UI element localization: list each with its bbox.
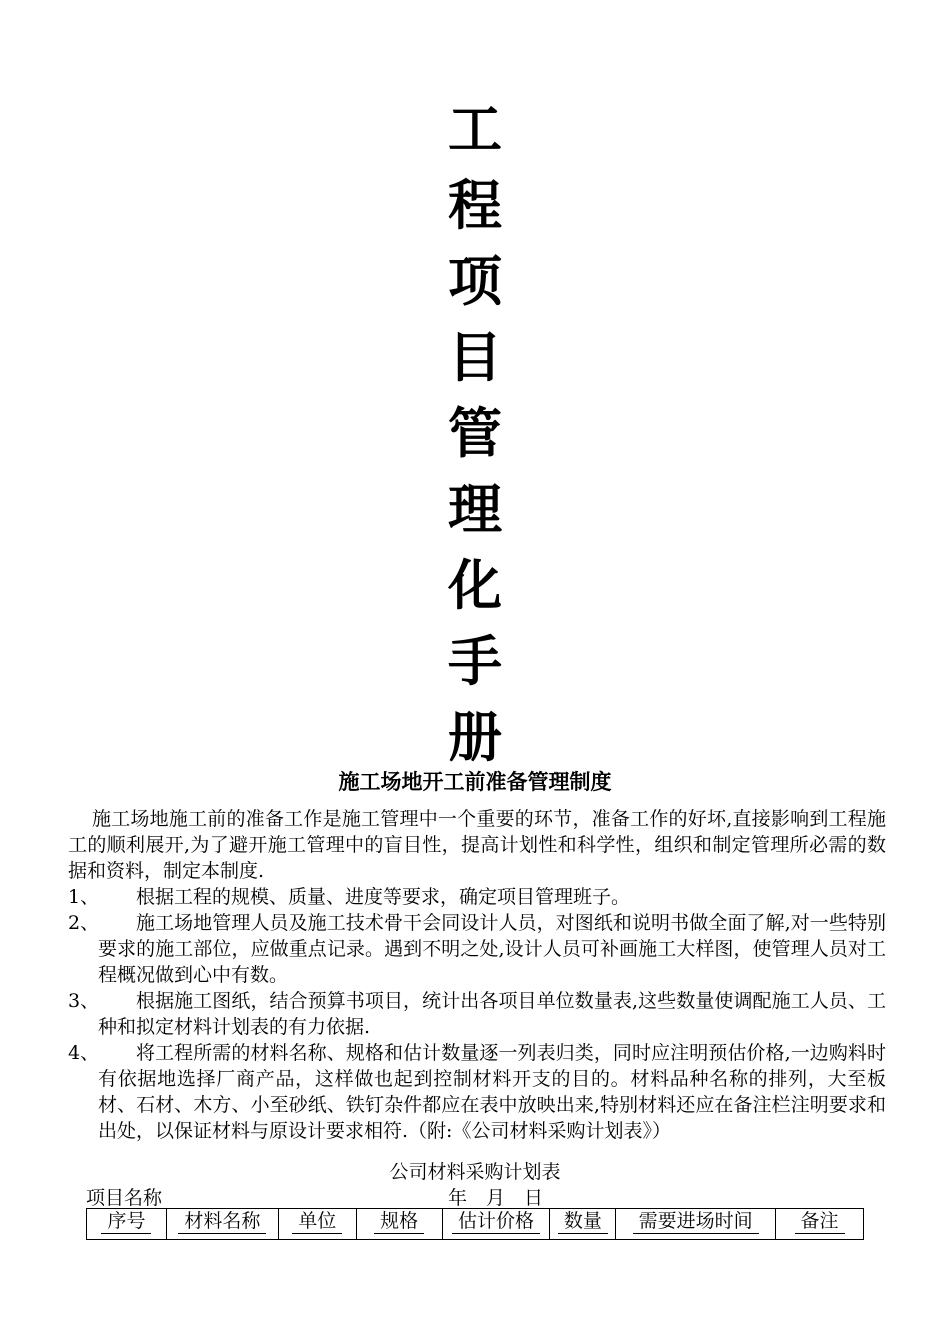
column-header: 需要进场时间 xyxy=(616,1209,776,1240)
cover-title-char: 程 xyxy=(448,174,502,237)
cover-title xyxy=(440,92,510,776)
column-header: 数量 xyxy=(550,1209,616,1240)
list-item-text: 施工场地管理人员及施工技术骨干会同设计人员，对图纸和说明书做全面了解,对一些特别要求的施工部位，应做重点记录。遇到不明之处,设计人员可补画施工大样图，使管理人员对工程概况做到心中有数。 xyxy=(98,912,886,986)
list-item-number: 4、 xyxy=(68,1042,100,1064)
column-header: 估计价格 xyxy=(442,1209,550,1240)
intro-paragraph: 施工场地施工前的准备工作是施工管理中一个重要的环节，准备工作的好坏,直接影响到工程施工的顺利展开,为了避开施工管理中的盲目性，提高计划性和科学性，组织和制定管理所必需的数据和资料，制定本制度. xyxy=(68,808,886,882)
purchase-plan-table xyxy=(86,1208,864,1240)
section-heading: 施工场地开工前准备管理制度 xyxy=(338,770,612,794)
column-header: 备注 xyxy=(776,1209,864,1240)
cover-title-char: 理 xyxy=(448,478,502,541)
list-item xyxy=(68,1040,886,1144)
list-item xyxy=(68,884,886,910)
cover-title-char: 册 xyxy=(448,706,502,769)
cover-title-char: 化 xyxy=(448,554,502,617)
project-name-label: 项目名称 xyxy=(86,1187,163,1209)
list-item-number: 1、 xyxy=(68,886,100,908)
cover-title-char: 手 xyxy=(448,630,502,693)
list-item-text: 根据工程的规模、质量、进度等要求，确定项目管理班子。 xyxy=(136,886,631,908)
cover-title-char: 工 xyxy=(448,98,502,161)
form-title: 公司材料采购计划表 xyxy=(389,1161,561,1183)
list-item-text: 将工程所需的材料名称、规格和估计数量逐一列表归类，同时应注明预估价格,一边购料时有依据地选择厂商产品，这样做也起到控制材料开支的目的。材料品种名称的排列，大至板材、石材、木方、小至砂纸、铁钉杂件都应在表中放映出来,特别材料还应在备注栏注明要求和出处，以保证材料与原设计要求相符.（附:《公司材料采购计划表》） xyxy=(98,1042,886,1142)
column-header: 材料名称 xyxy=(166,1209,278,1240)
cover-title-char: 项 xyxy=(448,250,502,313)
section-body xyxy=(68,806,886,1144)
list-item-text: 根据施工图纸，结合预算书项目，统计出各项目单位数量表,这些数量使调配施工人员、工种和拟定材料计划表的有力依据. xyxy=(98,990,886,1038)
column-header: 序号 xyxy=(87,1209,167,1240)
cover-title-char: 目 xyxy=(448,326,502,389)
date-label: 年 月 日 xyxy=(448,1187,544,1209)
list-item-number: 3、 xyxy=(68,990,100,1012)
column-header: 规格 xyxy=(356,1209,442,1240)
list-item-number: 2、 xyxy=(68,912,100,934)
column-header: 单位 xyxy=(278,1209,356,1240)
list-item xyxy=(68,988,886,1040)
cover-title-char: 管 xyxy=(448,402,502,465)
list-item xyxy=(68,910,886,988)
table-header-row xyxy=(87,1209,864,1240)
